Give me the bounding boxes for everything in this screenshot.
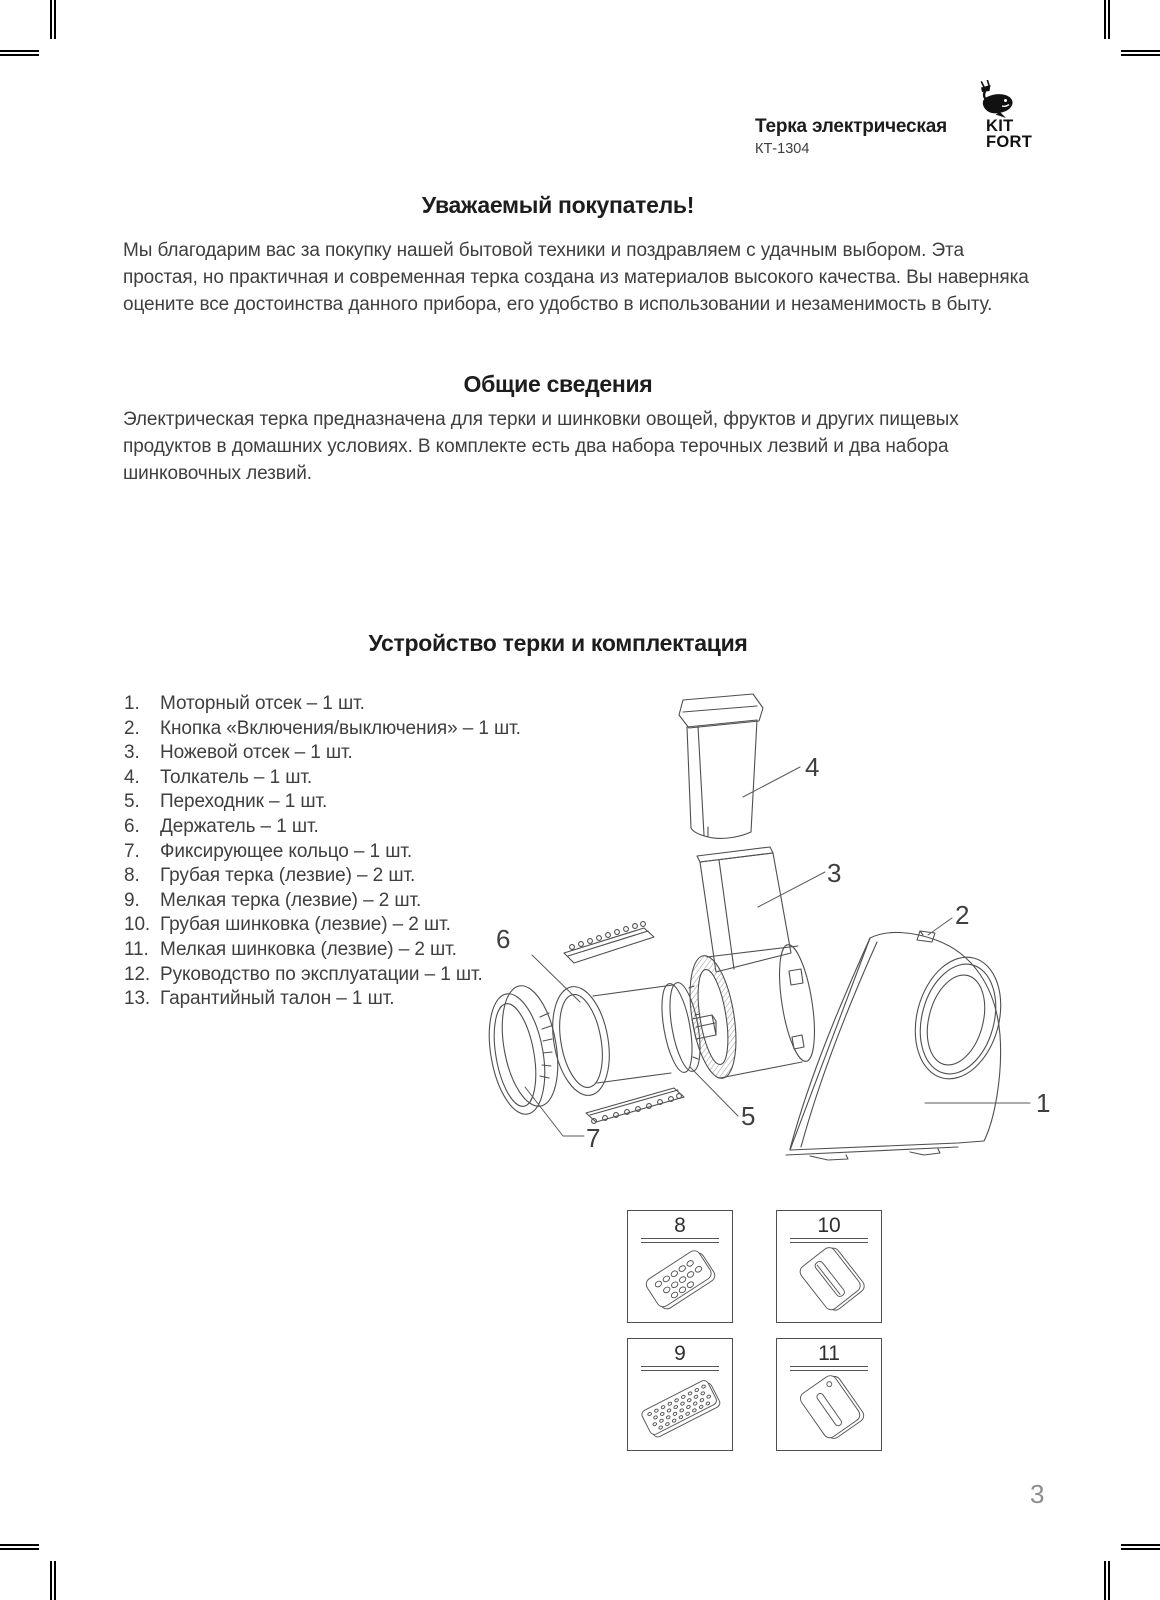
crop-mark-bottom-left-horizontal xyxy=(0,1544,39,1550)
components-heading: Устройство терки и комплектация xyxy=(368,630,748,656)
blade-box-number: 11 xyxy=(818,1342,840,1365)
blade-box-coarse-grater xyxy=(627,1210,733,1323)
double-rule xyxy=(790,1366,868,1371)
list-item xyxy=(124,717,521,742)
exploded-view-diagram xyxy=(480,685,1060,1165)
blade-box-number: 9 xyxy=(674,1342,686,1365)
list-item-number: 10. xyxy=(124,914,151,936)
list-item-label: Мелкая шинковка (лезвие) – 2 шт. xyxy=(160,938,457,960)
list-item xyxy=(124,864,521,889)
list-item-number: 4. xyxy=(124,766,140,788)
list-item-number: 1. xyxy=(124,693,140,714)
pusher-part xyxy=(679,694,763,838)
crop-mark-top-left-vertical xyxy=(50,0,56,39)
whale-plug-icon xyxy=(972,80,1016,120)
list-item-number: 3. xyxy=(124,742,140,764)
list-item xyxy=(124,766,521,791)
double-rule xyxy=(641,1366,719,1371)
product-title: Терка электрическая xyxy=(755,116,947,137)
components-list xyxy=(124,692,521,1012)
blade-box-fine-shredder xyxy=(776,1338,882,1451)
list-item xyxy=(124,840,521,865)
double-rule xyxy=(790,1238,868,1243)
list-item-number: 6. xyxy=(124,815,140,837)
list-item xyxy=(124,963,521,988)
callout-label-5: 5 xyxy=(741,1101,756,1131)
list-item-label: Моторный отсек – 1 шт. xyxy=(160,693,365,714)
list-item xyxy=(124,938,521,963)
list-item-number: 11. xyxy=(124,938,149,960)
crop-mark-bottom-right-horizontal xyxy=(1121,1544,1160,1550)
list-item xyxy=(124,741,521,766)
list-item-label: Толкатель – 1 шт. xyxy=(160,766,313,788)
list-item xyxy=(124,889,521,914)
fine-grater-blade-icon xyxy=(630,1373,730,1443)
list-item xyxy=(124,790,521,815)
list-item-label: Грубая терка (лезвие) – 2 шт. xyxy=(160,865,416,887)
general-paragraph: Электрическая терка предназначена для терки и шинковки овощей, фруктов и других пищевых продуктов в домашних условиях. В комплекте есть два набора терочных лезвий и два набора шинковочных лезвий. xyxy=(123,409,959,484)
greeting-paragraph: Мы благодарим вас за покупку нашей бытовой техники и поздравляем с удачным выбором. Эта простая, но практичная и современная терка создана из материалов высокого качества. Вы наверняка оцените все достоинства данного прибора, его удобство в использовании и незаменимость в быту. xyxy=(123,240,1029,315)
list-item-number: 8. xyxy=(124,865,140,887)
list-item-label: Грубая шинковка (лезвие) – 2 шт. xyxy=(160,914,451,936)
list-item-number: 13. xyxy=(124,988,151,1010)
crop-mark-top-left-horizontal xyxy=(0,50,39,56)
list-item-label: Ножевой отсек – 1 шт. xyxy=(160,742,353,764)
crop-mark-top-right-horizontal xyxy=(1121,50,1160,56)
fine-shredder-blade-icon xyxy=(779,1373,879,1443)
list-item-label: Кнопка «Включения/выключения» – 1 шт. xyxy=(160,717,521,739)
blade-box-coarse-shredder xyxy=(776,1210,882,1323)
list-item-number: 12. xyxy=(124,963,151,985)
brand-bottom: FORT xyxy=(986,132,1033,151)
blade-box-number: 8 xyxy=(674,1214,686,1237)
callout-label-7: 7 xyxy=(586,1123,601,1153)
list-item xyxy=(124,913,521,938)
coarse-grater-blade-icon xyxy=(630,1245,730,1315)
list-item-label: Переходник – 1 шт. xyxy=(160,791,328,813)
brand-top: KIT xyxy=(986,117,1014,135)
crop-mark-bottom-right-vertical xyxy=(1104,1561,1110,1600)
callout-label-3: 3 xyxy=(827,858,842,888)
list-item-label: Фиксирующее кольцо – 1 шт. xyxy=(160,840,413,862)
blade-box-fine-grater xyxy=(627,1338,733,1451)
callout-label-4: 4 xyxy=(805,752,820,782)
brand-wordmark xyxy=(986,119,1032,150)
list-item-label: Гарантийный талон – 1 шт. xyxy=(160,988,395,1010)
kitfort-logo xyxy=(968,80,1058,160)
list-item xyxy=(124,815,521,840)
chute-part xyxy=(697,847,791,972)
crop-mark-bottom-left-vertical xyxy=(50,1561,56,1600)
blade-strip-bottom xyxy=(586,1088,684,1123)
greeting-heading: Уважаемый покупатель! xyxy=(421,192,695,218)
general-heading: Общие сведения xyxy=(463,371,653,397)
double-rule xyxy=(641,1238,719,1243)
list-item-number: 2. xyxy=(124,717,140,739)
list-item-label: Руководство по эксплуатации – 1 шт. xyxy=(160,963,483,985)
callout-label-2: 2 xyxy=(955,900,970,930)
list-item-label: Держатель – 1 шт. xyxy=(160,815,319,837)
motor-body-part xyxy=(786,931,1014,1160)
product-header xyxy=(755,116,947,157)
page-number: 3 xyxy=(1030,1479,1045,1509)
callout-label-6: 6 xyxy=(496,924,511,954)
callout-label-1: 1 xyxy=(1036,1088,1051,1118)
list-item-label: Мелкая терка (лезвие) – 2 шт. xyxy=(160,889,422,911)
blade-box-number: 10 xyxy=(817,1214,841,1237)
callout-lines xyxy=(525,767,1030,1136)
list-item xyxy=(124,692,521,717)
crop-mark-top-right-vertical xyxy=(1104,0,1110,39)
list-item-number: 5. xyxy=(124,791,140,813)
coarse-shredder-blade-icon xyxy=(779,1245,879,1315)
list-item-number: 9. xyxy=(124,889,140,911)
fixing-ring-part xyxy=(481,981,566,1118)
product-model: КТ-1304 xyxy=(755,141,810,157)
holder-part xyxy=(545,980,706,1099)
blade-strip-top xyxy=(564,922,654,963)
list-item-number: 7. xyxy=(124,840,140,862)
list-item xyxy=(124,987,521,1012)
